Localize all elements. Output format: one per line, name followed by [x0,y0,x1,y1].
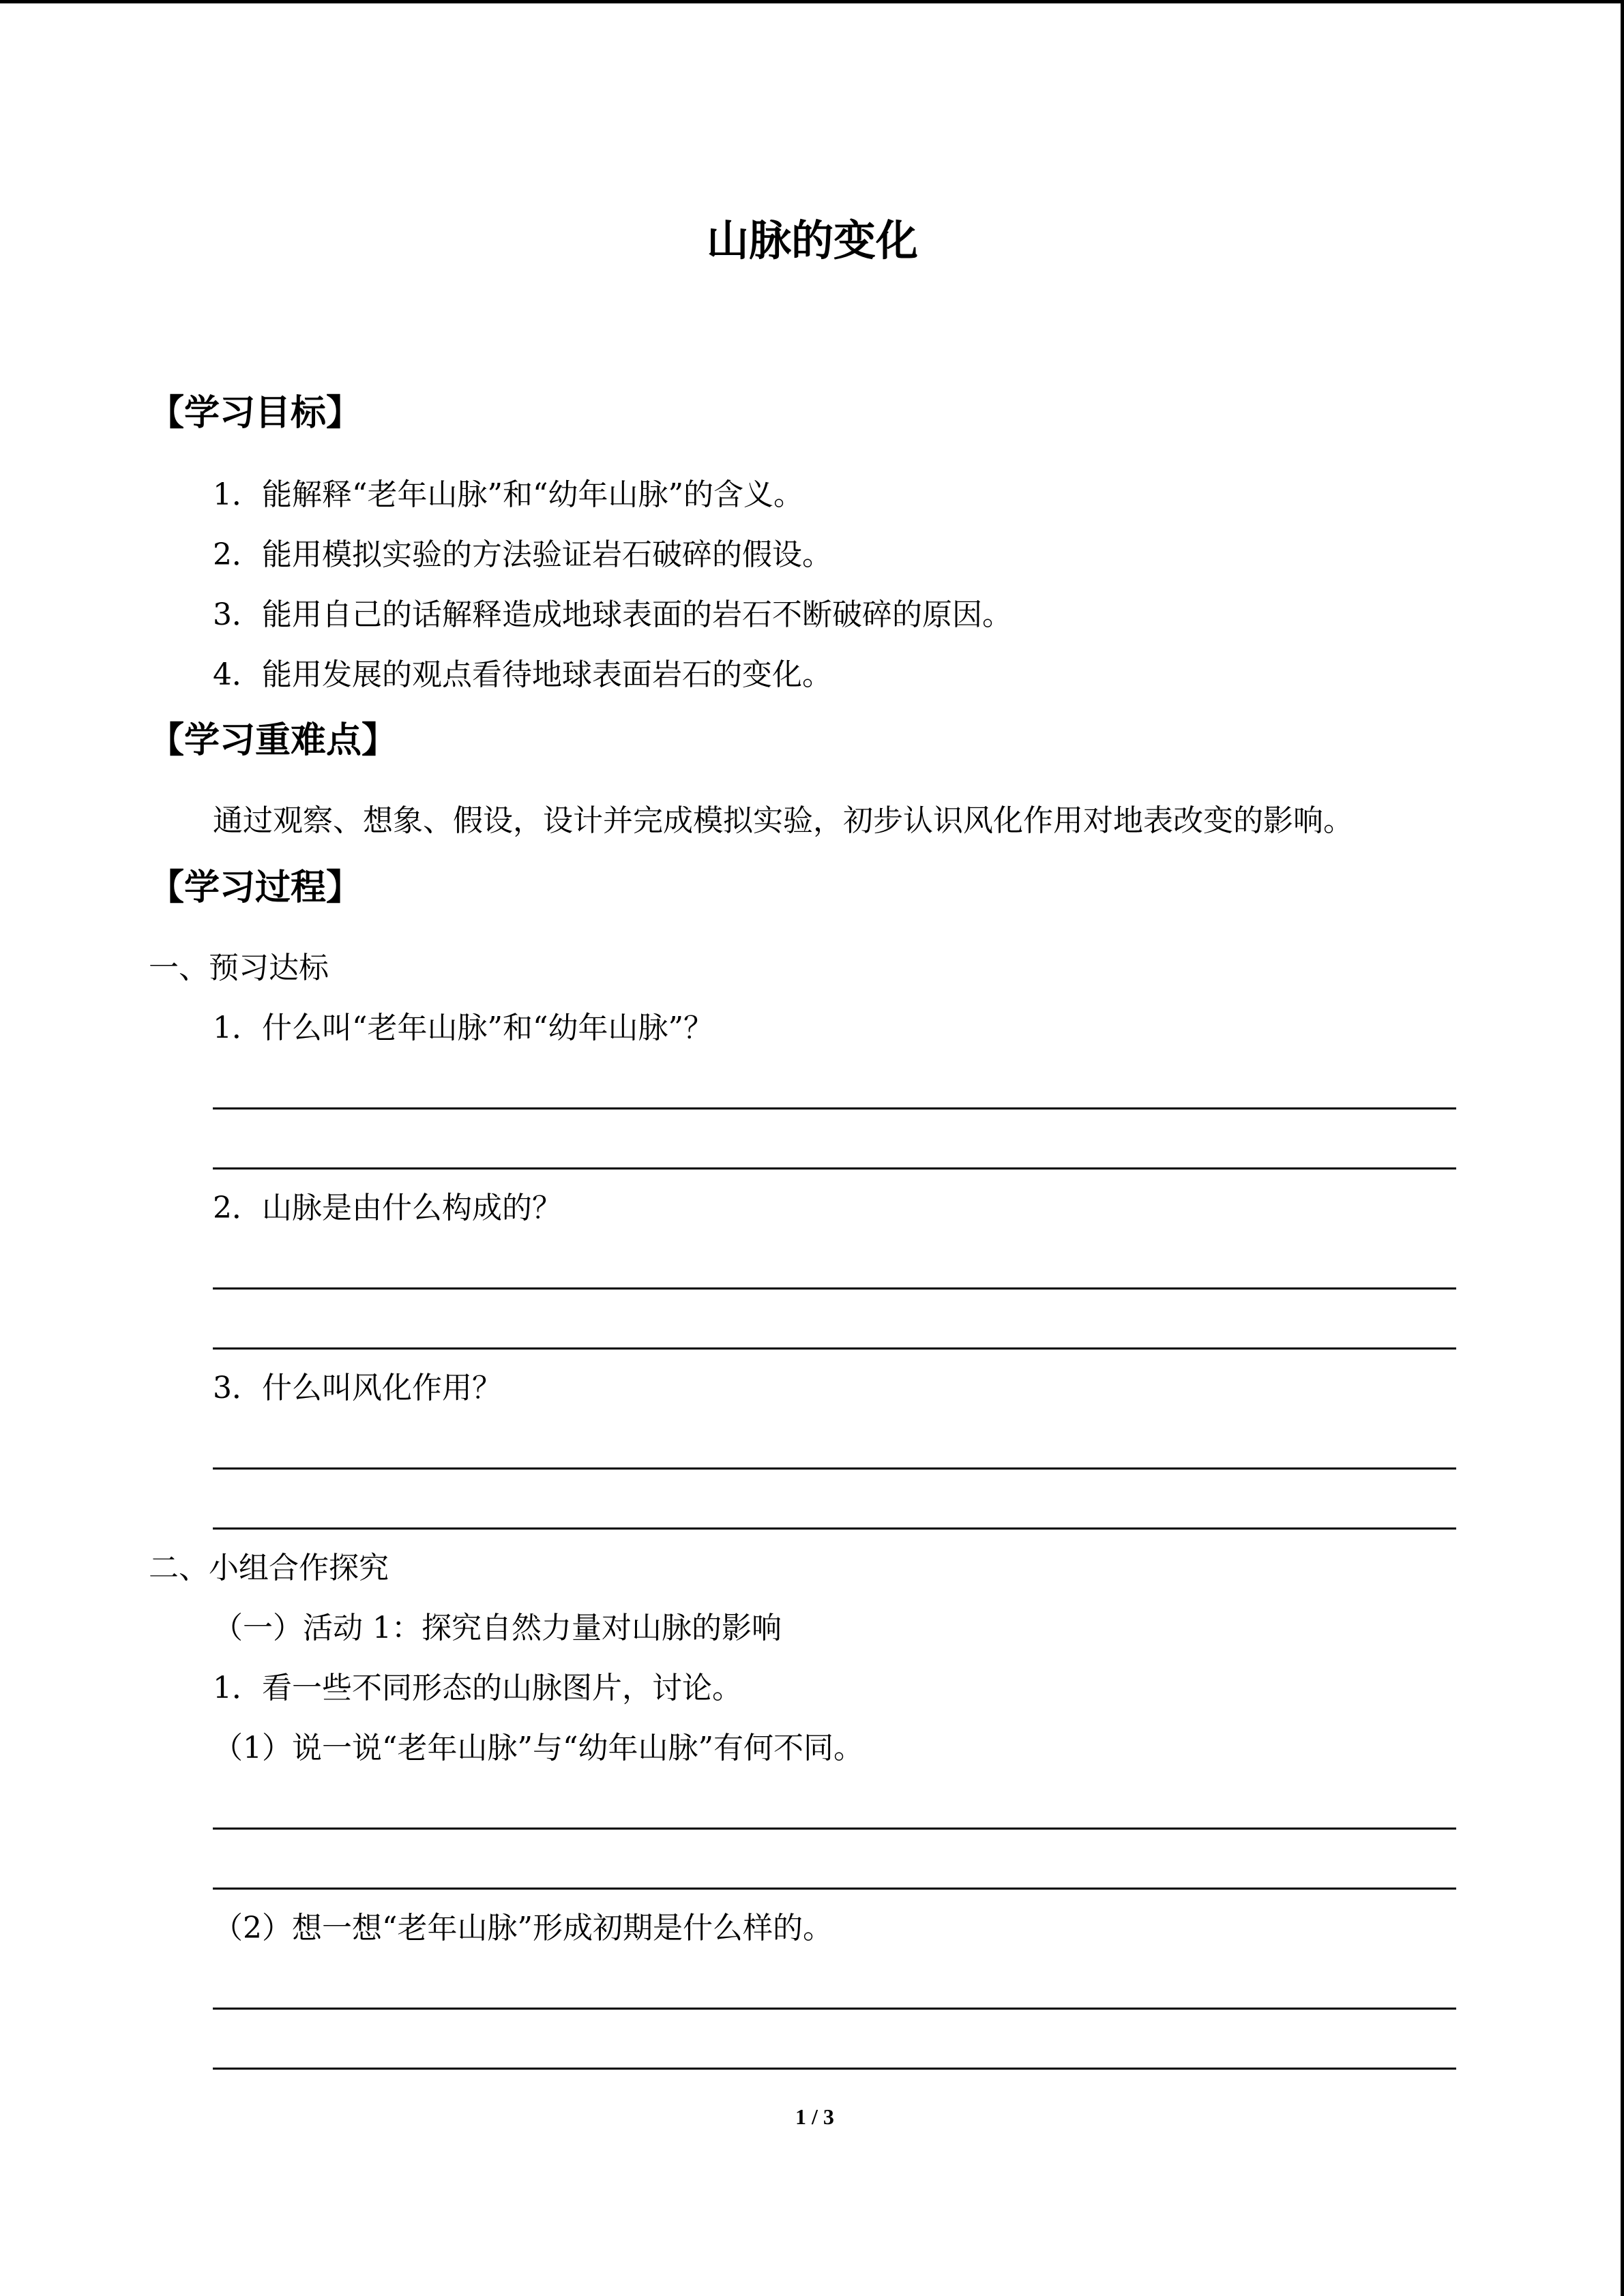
answer-line[interactable] [213,1107,1456,1109]
goal-item: 4．能用发展的观点看待地球表面岩石的变化。 [213,657,832,692]
answer-line[interactable] [213,2008,1456,2010]
answer-line[interactable] [213,1888,1456,1890]
answer-line[interactable] [213,2068,1456,2070]
key-points-text: 通过观察、想象、假设，设计并完成模拟实验，初步认识风化作用对地表改变的影响。 [213,803,1353,838]
goal-item: 1．能解释“老年山脉”和“幼年山脉”的含义。 [213,477,803,512]
answer-line[interactable] [213,1167,1456,1169]
question-2: 2．山脉是由什么构成的？ [213,1191,562,1225]
process-heading: 【学习过程】 [149,867,362,908]
answer-line[interactable] [213,1828,1456,1830]
page-indicator: 1 / 3 [795,2104,834,2129]
part1-heading: 一、预习达标 [149,951,329,985]
goal-item: 3．能用自己的话解释造成地球表面的岩石不断破碎的原因。 [213,597,1012,632]
sub-question-2: （2）想一想“老年山脉”形成初期是什么样的。 [213,1911,833,1945]
answer-line[interactable] [213,1467,1456,1470]
item-1: 1．看一些不同形态的山脉图片，讨论。 [213,1671,742,1705]
goal-item: 2．能用模拟实验的方法验证岩石破碎的假设。 [213,537,832,572]
goals-heading: 【学习目标】 [149,393,362,434]
key-points-heading: 【学习重难点】 [149,720,398,761]
page-top-border [0,0,1624,3]
sub-question-1: （1）说一说“老年山脉”与“幼年山脉”有何不同。 [213,1731,863,1765]
page-right-border [1621,0,1624,2296]
question-1: 1．什么叫“老年山脉”和“幼年山脉”？ [213,1011,713,1045]
question-3: 3．什么叫风化作用？ [213,1371,502,1405]
activity-title: （一）活动 1：探究自然力量对山脉的影响 [213,1611,782,1645]
answer-line[interactable] [213,1527,1456,1530]
page-title: 山脉的变化 [707,215,919,265]
part2-heading: 二、小组合作探究 [149,1551,389,1585]
answer-line[interactable] [213,1347,1456,1350]
answer-line[interactable] [213,1287,1456,1289]
